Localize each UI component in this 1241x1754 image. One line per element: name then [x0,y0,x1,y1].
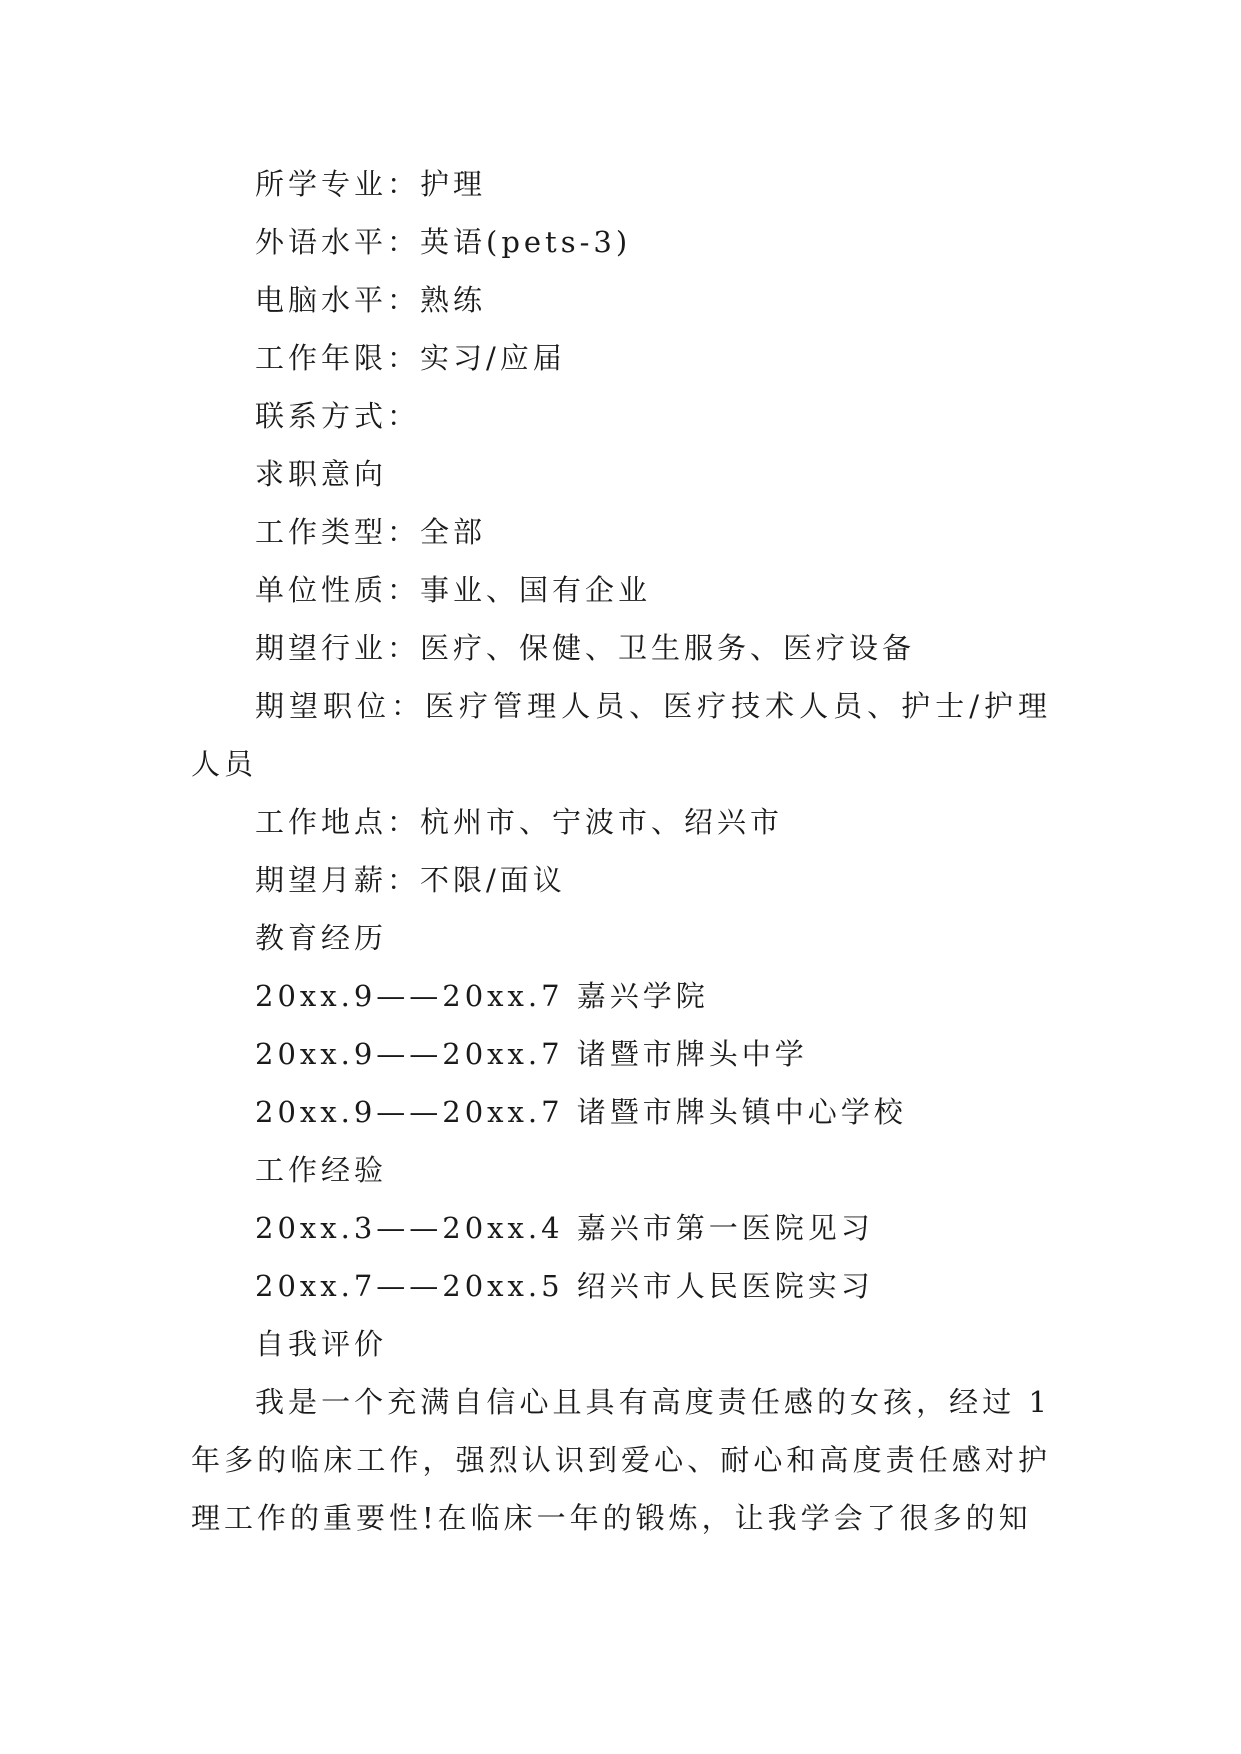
field-expected-salary: 期望月薪：不限/面议 [255,863,566,897]
section-heading-education: 教育经历 [255,921,388,955]
work-entry: 20xx.7——20xx.5 绍兴市人民医院实习 [255,1269,874,1303]
education-entry: 20xx.9——20xx.7 诸暨市牌头中学 [255,1037,808,1071]
resume-content [191,155,1051,1547]
field-employer-type: 单位性质：事业、国有企业 [255,573,652,607]
field-contact: 联系方式： [255,399,421,433]
field-job-type: 工作类型：全部 [255,515,487,549]
education-entry: 20xx.9——20xx.7 诸暨市牌头镇中心学校 [255,1095,907,1129]
section-heading-self-evaluation: 自我评价 [255,1327,388,1361]
education-entry: 20xx.9——20xx.7 嘉兴学院 [255,979,709,1013]
field-language-level: 外语水平：英语(pets-3) [255,225,632,259]
self-evaluation-paragraph: 我是一个充满自信心且具有高度责任感的女孩，经过 1 年多的临床工作，强烈认识到爱心、耐心和高度责任感对护理工作的重要性!在临床一年的锻炼，让我学会了很多的知 [191,1385,1051,1535]
work-entry: 20xx.3——20xx.4 嘉兴市第一医院见习 [255,1211,874,1245]
field-work-location: 工作地点：杭州市、宁波市、绍兴市 [255,805,784,839]
section-heading-job-intention: 求职意向 [255,457,388,491]
field-industry: 期望行业：医疗、保健、卫生服务、医疗设备 [255,631,916,665]
field-computer-level: 电脑水平：熟练 [255,283,487,317]
section-heading-work-experience: 工作经验 [255,1153,388,1187]
field-work-years: 工作年限：实习/应届 [255,341,566,375]
field-desired-position: 期望职位：医疗管理人员、医疗技术人员、护士/护理人员 [191,689,1051,781]
field-major: 所学专业：护理 [255,167,487,201]
